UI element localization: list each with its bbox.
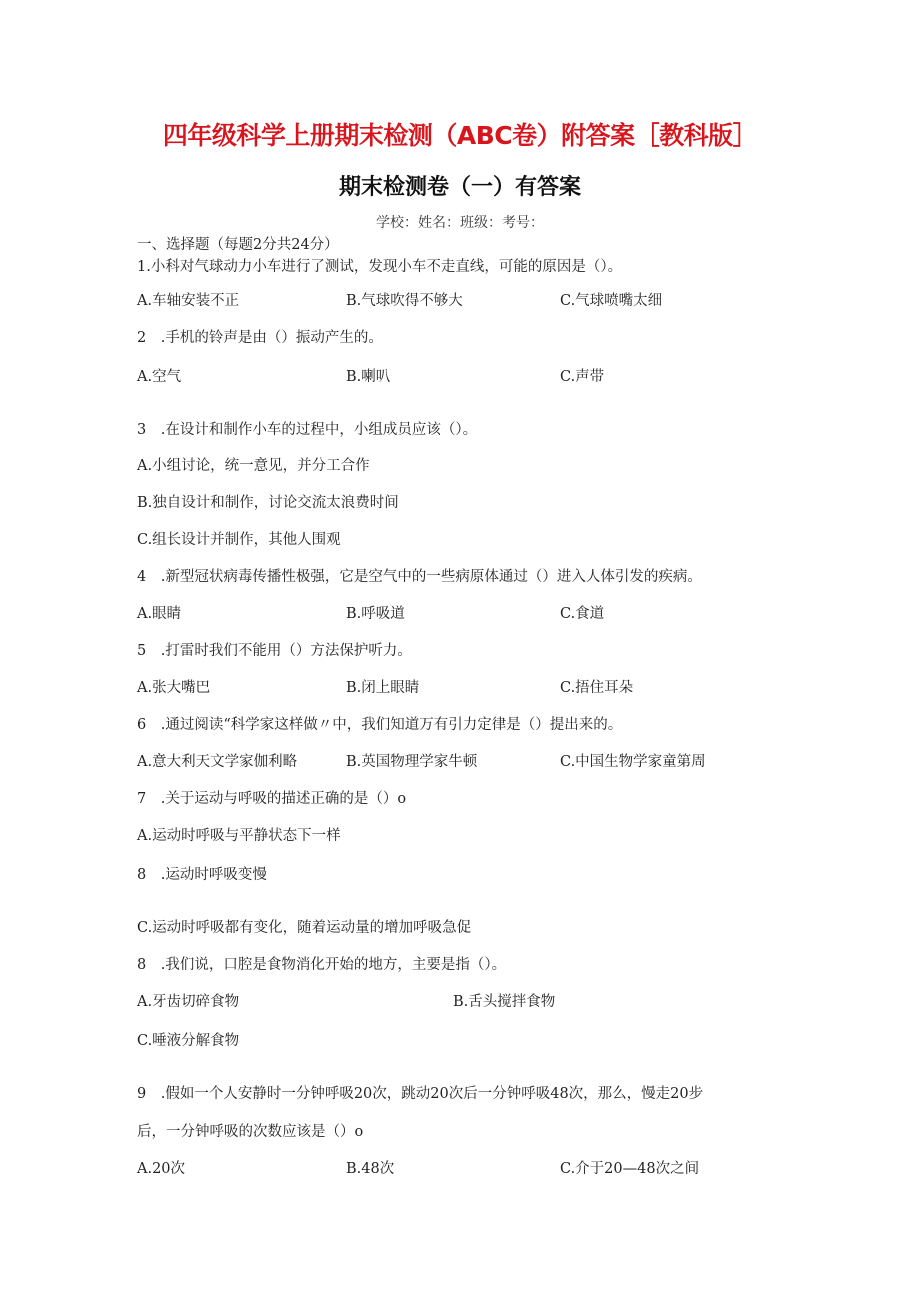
- q1-option-b: B.气球吹得不够大: [346, 293, 463, 309]
- q8-option-c: C.唾液分解食物: [137, 1033, 240, 1049]
- question-6: 6 .通过阅读“科学家这样做〃中，我们知道万有引力定律是（）提出来的。: [137, 717, 623, 733]
- q3-option-b: B.独自设计和制作，讨论交流太浪费时间: [137, 495, 399, 511]
- question-3: 3 .在设计和制作小车的过程中，小组成员应该（）。: [137, 422, 478, 438]
- document-title: 四年级科学上册期末检测（ABC卷）附答案［教科版］: [162, 121, 758, 150]
- question-4: 4 .新型冠状病毒传播性极强，它是空气中的一些病原体通过（）进入人体引发的疾病。: [137, 569, 702, 585]
- question-5: 5 .打雷时我们不能用（）方法保护听力。: [137, 643, 412, 659]
- q4-option-b: B.呼吸道: [346, 606, 405, 622]
- q5-option-a: A.张大嘴巴: [137, 680, 211, 696]
- q7-option-c: C.运动时呼吸都有变化，随着运动量的增加呼吸急促: [137, 920, 472, 936]
- question-8: 8 .我们说，口腔是食物消化开始的地方，主要是指（）。: [137, 957, 507, 973]
- question-9-continued: 后，一分钟呼吸的次数应该是（）o: [137, 1124, 364, 1140]
- section-heading: 一、选择题（每题2分共24分）: [137, 237, 339, 253]
- q8-option-b: B.舌头搅拌食物: [453, 994, 556, 1010]
- question-1: 1.小科对气球动力小车进行了测试，发现小车不走直线，可能的原因是（）。: [137, 259, 623, 275]
- exam-subtitle: 期末检测卷（一）有答案: [338, 175, 581, 200]
- q2-option-c: C.声带: [560, 369, 605, 385]
- q9-option-c: C.介于20—48次之间: [560, 1161, 700, 1177]
- q2-option-b: B.喇叭: [346, 369, 391, 385]
- q9-option-a: A.20次: [137, 1161, 186, 1177]
- question-2: 2 .手机的铃声是由（）振动产生的。: [137, 330, 383, 346]
- q7-option-a: A.运动时呼吸与平静状态下一样: [137, 828, 341, 844]
- q6-option-b: B.英国物理学家牛顿: [346, 754, 478, 770]
- question-7: 7 .关于运动与呼吸的描述正确的是（）o: [137, 791, 407, 807]
- q8-option-a: A.牙齿切碎食物: [137, 994, 240, 1010]
- q1-option-a: A.车轴安装不正: [137, 293, 240, 309]
- q5-option-c: C.捂住耳朵: [560, 680, 634, 696]
- q3-option-c: C.组长设计并制作，其他人围观: [137, 532, 341, 548]
- student-info-line: 学校：姓名：班级：考号：: [376, 215, 544, 231]
- q1-option-c: C.气球喷嘴太细: [560, 293, 663, 309]
- q2-option-a: A.空气: [137, 369, 182, 385]
- q4-option-a: A.眼睛: [137, 606, 182, 622]
- q4-option-c: C.食道: [560, 606, 605, 622]
- q9-option-b: B.48次: [346, 1161, 395, 1177]
- q6-option-c: C.中国生物学家童第周: [560, 754, 706, 770]
- q5-option-b: B.闭上眼睛: [346, 680, 420, 696]
- q6-option-a: A.意大利天文学家伽利略: [137, 754, 298, 770]
- q3-option-a: A.小组讨论，统一意见，并分工合作: [137, 458, 370, 474]
- question-9: 9 .假如一个人安静时一分钟呼吸20次，跳动20次后一分钟呼吸48次，那么，慢走20步: [137, 1086, 704, 1102]
- q7-option-b: 8 .运动时呼吸变慢: [137, 867, 267, 883]
